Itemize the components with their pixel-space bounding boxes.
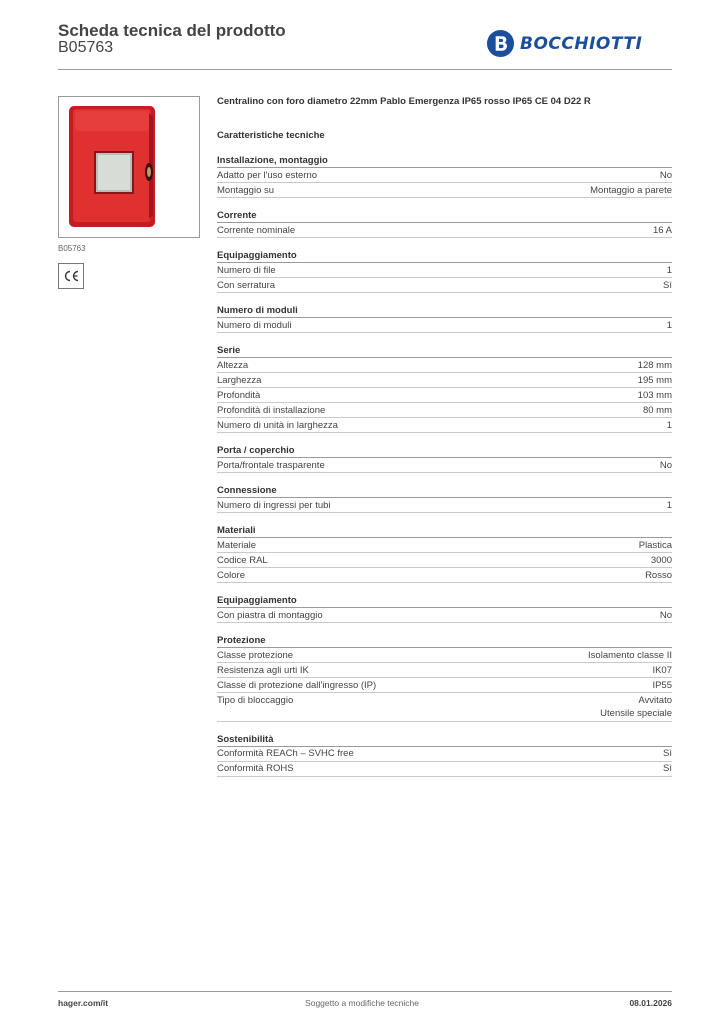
spec-label: Porta/frontale trasparente [217,459,325,471]
spec-label: Numero di unità in larghezza [217,419,338,431]
spec-section [217,634,672,722]
product-red-enclosure [59,97,199,237]
spec-label: Altezza [217,359,249,371]
section-title: Porta / coperchio [217,444,672,458]
bocchiotti-logo-icon [486,29,515,58]
spec-row [217,183,672,198]
section-title: Numero di moduli [217,304,672,318]
section-title: Connessione [217,484,672,498]
spec-label: Profondità di installazione [217,404,326,416]
section-title: Materiali [217,524,672,538]
spec-value: 195 mm [637,374,672,386]
spec-value: 103 mm [637,389,672,401]
spec-row [217,553,672,568]
spec-row [217,373,672,388]
product-name: Centralino con foro diametro 22mm Pablo Emergenza IP65 rosso IP65 CE 04 D22 R [217,96,591,107]
header-title: Scheda tecnica del prodotto [58,21,286,40]
spec-content [217,95,672,777]
spec-value: 1 [666,319,672,331]
section-title: Sostenibilità [217,733,672,747]
section-title: Equipaggiamento [217,249,672,263]
spec-value: Sì [663,279,672,291]
spec-label: Tipo di bloccaggio [217,694,294,706]
ce-mark [58,263,84,289]
spec-section [217,249,672,293]
section-title: Equipaggiamento [217,594,672,608]
spec-value: 16 A [652,224,672,236]
spec-value: Plastica [638,539,672,551]
spec-section [217,594,672,623]
spec-label: Larghezza [217,374,262,386]
section-title: Corrente [217,209,672,223]
logo-wordmark: BOCCHIOTTI [520,33,643,54]
section-title: Protezione [217,634,672,648]
spec-section [217,209,672,238]
spec-section [217,304,672,333]
spec-label: Numero di ingressi per tubi [217,499,331,511]
spec-row [217,403,672,418]
spec-section [217,484,672,513]
spec-row [217,568,672,583]
footer-divider [58,991,672,992]
spec-label: Con serratura [217,279,276,291]
spec-label: Materiale [217,539,257,551]
spec-label: Classe di protezione dall'ingresso (IP) [217,679,377,691]
spec-label: Colore [217,569,245,581]
spec-row [217,168,672,183]
image-caption: B05763 [58,244,86,253]
spec-label: Numero di moduli [217,319,292,331]
spec-row [217,418,672,433]
spec-section [217,524,672,583]
spec-row [217,458,672,473]
spec-value: 80 mm [642,404,672,416]
spec-row [217,263,672,278]
product-image [58,96,200,238]
header-product-code: B05763 [58,39,114,56]
spec-label: Montaggio su [217,184,275,196]
footer-website[interactable]: hager.com/it [58,998,109,1008]
spec-label: Codice RAL [217,554,268,566]
spec-value: IP55 [652,679,672,691]
spec-value: 1 [666,499,672,511]
spec-label: Corrente nominale [217,224,296,236]
spec-value: 128 mm [637,359,672,371]
spec-row [217,498,672,513]
spec-section [217,154,672,198]
ce-mark-icon [59,264,83,288]
bocchiotti-logo [486,29,642,58]
spec-row [217,693,672,722]
spec-value: Sì [663,763,672,774]
spec-section [217,444,672,473]
spec-row [217,388,672,403]
section-title: Installazione, montaggio [217,154,672,168]
spec-value: No [659,459,672,471]
spec-value: Rosso [645,569,672,581]
spec-row [217,538,672,553]
spec-value: Avvitato Utensile speciale [600,694,672,719]
spec-value: 3000 [650,554,672,566]
spec-label: Resistenza agli urti IK [217,664,309,676]
spec-value: Isolamento classe II [588,649,672,661]
spec-row [217,318,672,333]
spec-label: Con piastra di montaggio [217,609,323,621]
spec-row [217,223,672,238]
footer-note: Soggetto a modifiche tecniche [305,998,419,1008]
header-divider [58,69,672,70]
spec-label: Conformità ROHS [217,763,294,774]
spec-label: Profondità [217,389,261,401]
spec-value: No [659,169,672,181]
spec-label: Classe protezione [217,649,294,661]
section-title: Serie [217,344,672,358]
spec-row [217,648,672,663]
spec-value: 1 [666,419,672,431]
spec-section [217,344,672,433]
spec-row [217,358,672,373]
spec-row [217,762,672,777]
spec-value: IK07 [652,664,672,676]
spec-row [217,278,672,293]
spec-row [217,608,672,623]
tech-heading: Caratteristiche tecniche [217,130,325,141]
spec-value: Sì [663,748,672,759]
spec-label: Adatto per l'uso esterno [217,169,318,181]
spec-sections [217,154,672,777]
spec-row [217,678,672,693]
spec-label: Numero di file [217,264,276,276]
spec-row [217,747,672,762]
footer-date: 08.01.2026 [629,998,672,1008]
spec-value: No [659,609,672,621]
spec-value: Montaggio a parete [590,184,672,196]
spec-label: Conformità REACh – SVHC free [217,748,354,759]
spec-row [217,663,672,678]
spec-value: 1 [666,264,672,276]
spec-section [217,733,672,777]
